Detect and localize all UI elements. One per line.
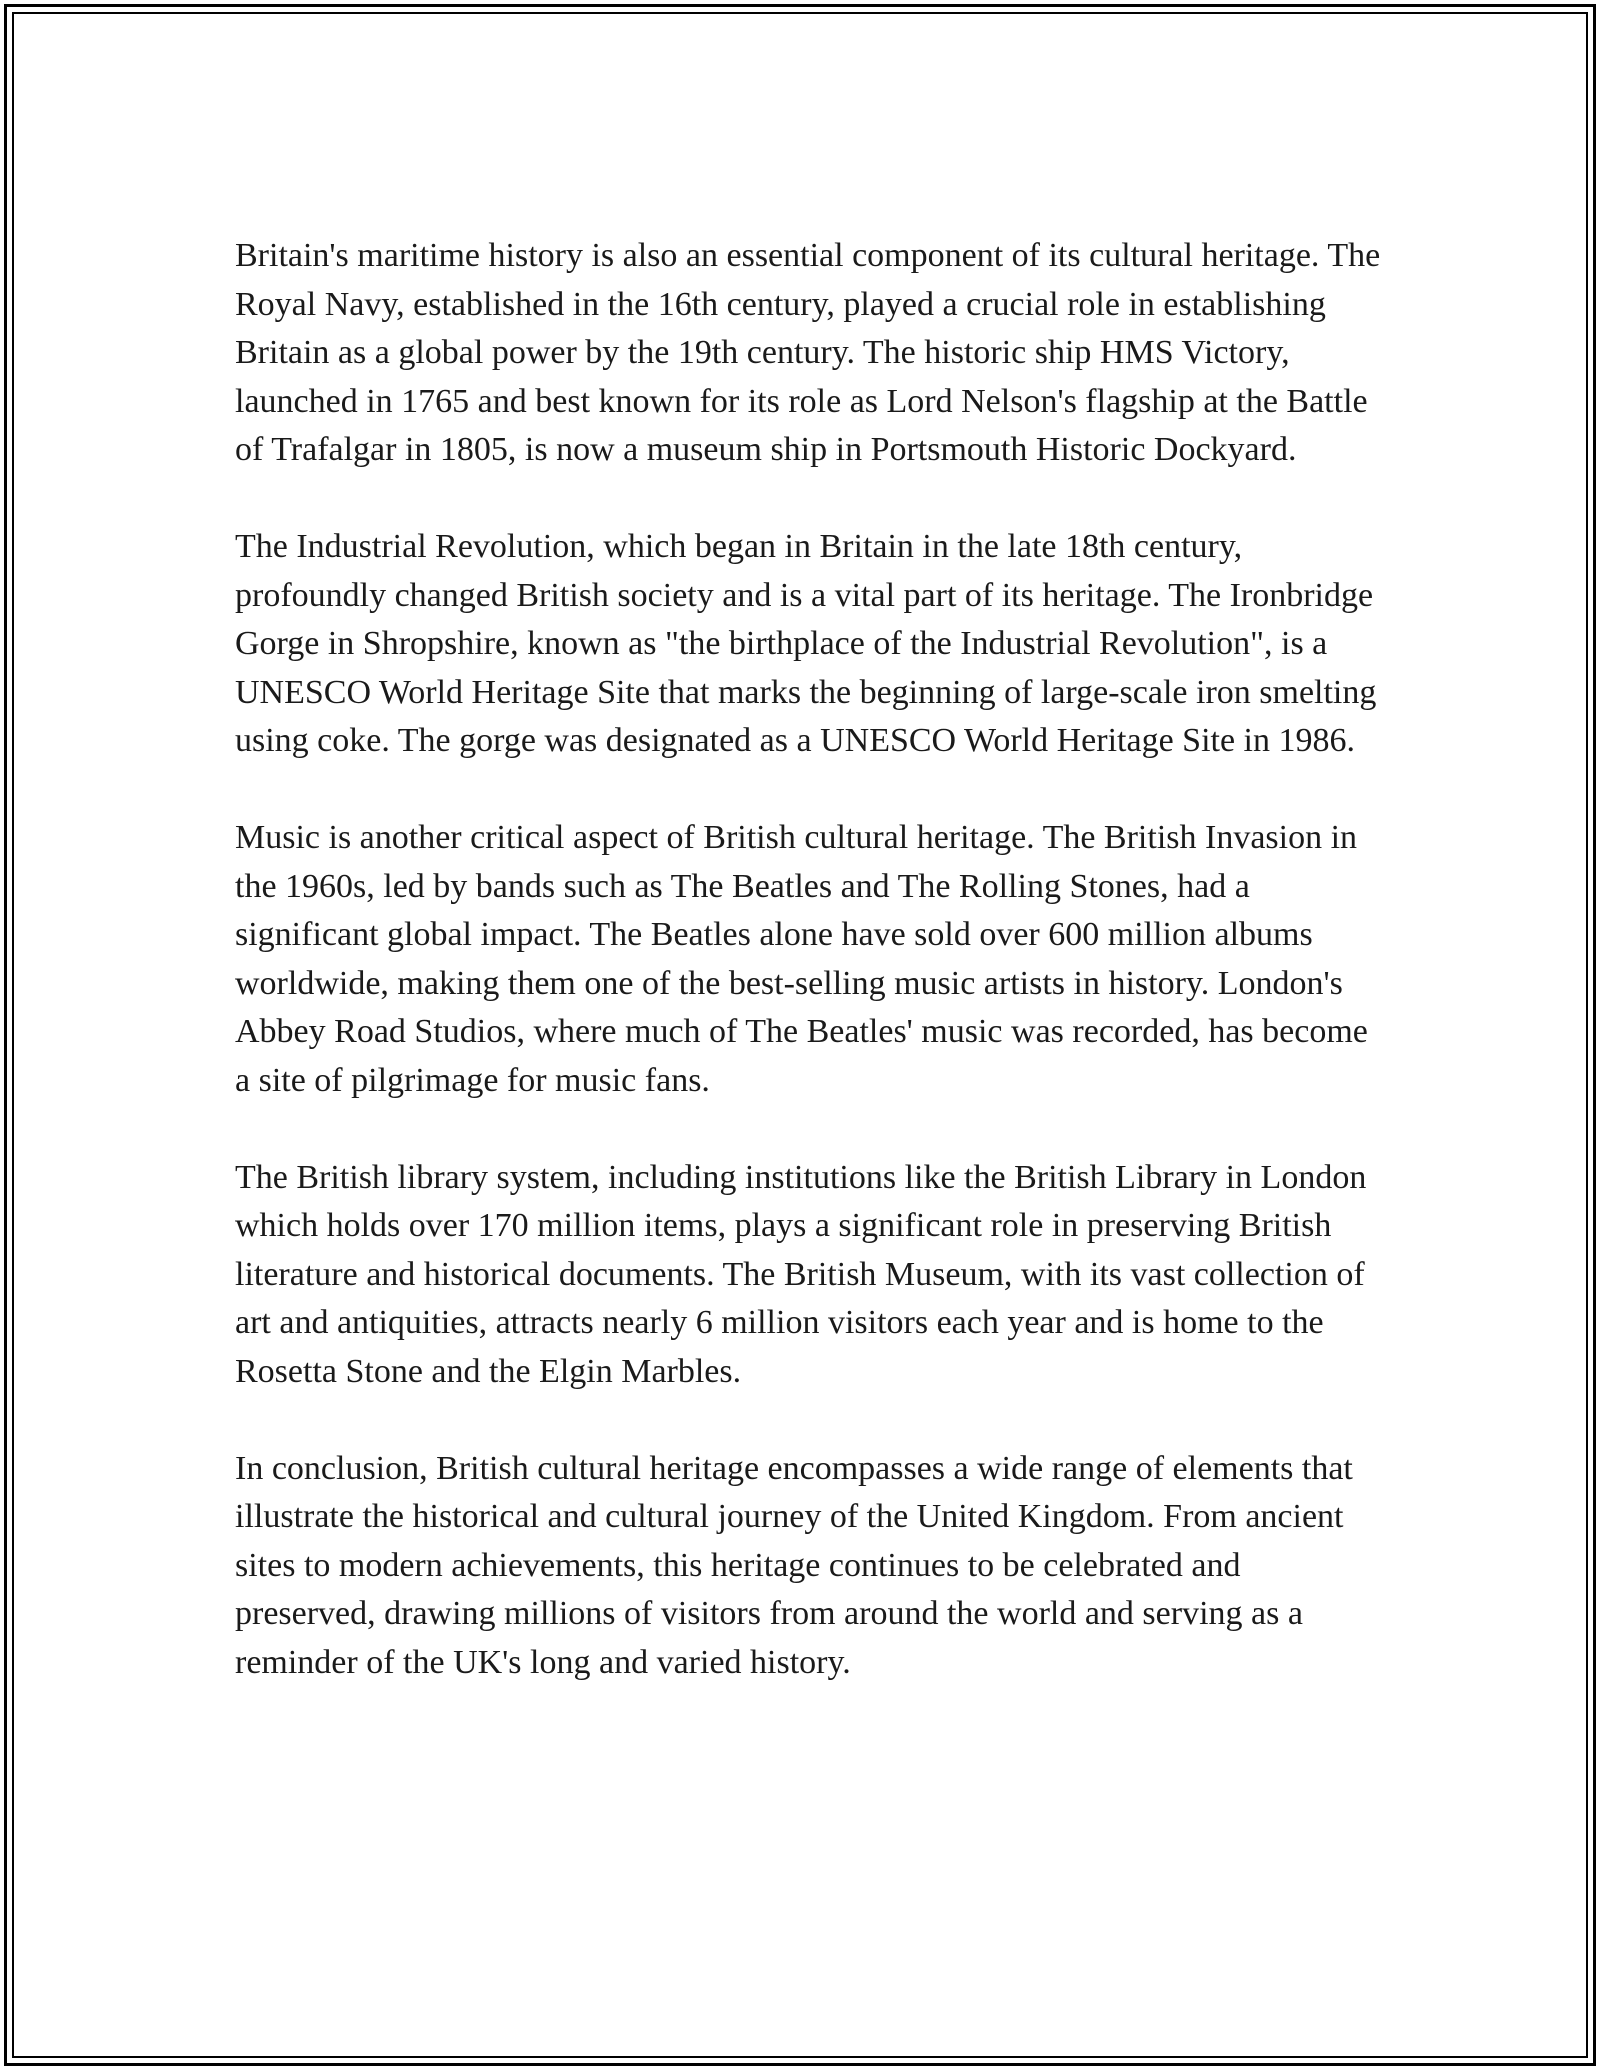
paragraph-maritime-history: Britain's maritime history is also an essential component of its cultural heritage. The Royal Navy, established in the 16th century, played a crucial role in establishing Britain as a global power by the 19th century. The historic ship HMS Victory, launched in 1765 and best known for its role as Lord Nelson's flagship at the Battle of Trafalgar in 1805, is now a museum ship in Portsmouth Historic Dockyard. bbox=[235, 237, 1381, 468]
paragraph-industrial-revolution: The Industrial Revolution, which began in Britain in the late 18th century, profoundly changed British society and is a vital part of its heritage. The Ironbridge Gorge in Shropshire, known as "the birthplace of the Industrial Revolution", is a UNESCO World Heritage Site that marks the beginning of large-scale iron smelting using coke. The gorge was designated as a UNESCO World Heritage Site in 1986. bbox=[235, 528, 1377, 759]
paragraph-library-system: The British library system, including institutions like the British Library in London which holds over 170 million items, plays a significant role in preserving British literature and historical documents. The British Museum, with its vast collection of art and antiquities, attracts nearly 6 million visitors each year and is home to the Rosetta Stone and the Elgin Marbles. bbox=[235, 1158, 1367, 1390]
document-body bbox=[235, 232, 1385, 1736]
paragraph-conclusion: In conclusion, British cultural heritage encompasses a wide range of elements that illustrate the historical and cultural journey of the United Kingdom. From ancient sites to modern achievements, this heritage continues to be celebrated and preserved, drawing millions of visitors from around the world and serving as a reminder of the UK's long and varied history. bbox=[235, 1449, 1353, 1681]
paragraph-music-heritage: Music is another critical aspect of British cultural heritage. The British Invasion in the 1960s, led by bands such as The Beatles and The Rolling Stones, had a significant global impact. The Beatles alone have sold over 600 million albums worldwide, making them one of the best-selling music artists in history. London's Abbey Road Studios, where much of The Beatles' music was recorded, has become a site of pilgrimage for music fans. bbox=[235, 819, 1368, 1099]
